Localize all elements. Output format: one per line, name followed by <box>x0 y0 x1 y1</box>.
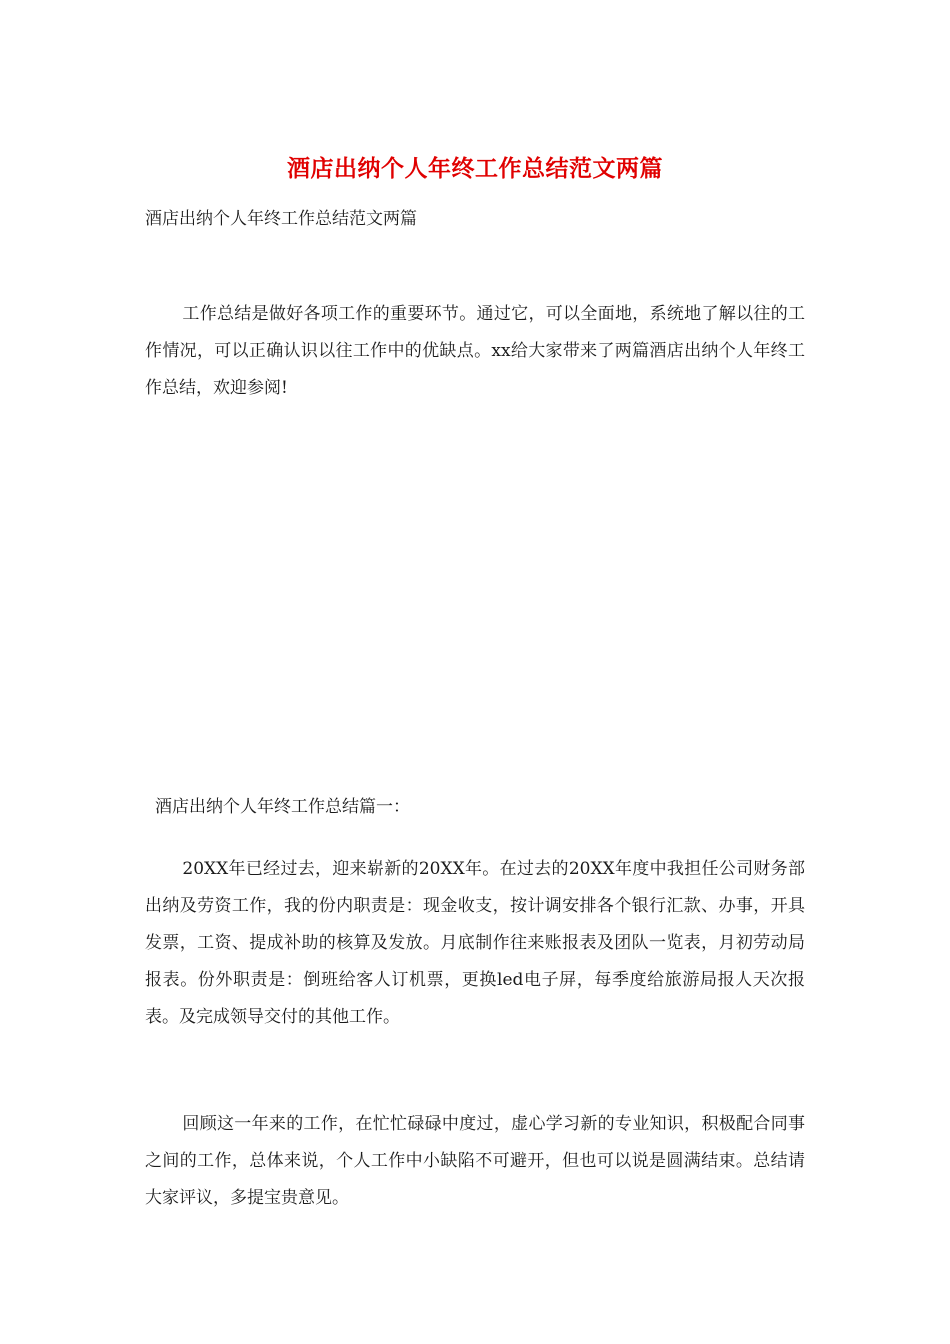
intro-paragraph: 工作总结是做好各项工作的重要环节。通过它，可以全面地，系统地了解以往的工作情况，可以正确认识以往工作中的优缺点。xx给大家带来了两篇酒店出纳个人年终工作总结，欢迎参阅! <box>145 304 805 398</box>
section-one-heading: 酒店出纳个人年终工作总结篇一： <box>155 797 410 817</box>
document-subtitle: 酒店出纳个人年终工作总结范文两篇 <box>145 209 417 229</box>
document-title: 酒店出纳个人年终工作总结范文两篇 <box>287 155 663 182</box>
section-one-paragraph-1: 20XX年已经过去，迎来崭新的20XX年。在过去的20XX年度中我担任公司财务部出纳及劳资工作，我的份内职责是：现金收支，按计调安排各个银行汇款、办事，开具发票，工资、提成补助的核算及发放。月底制作往来账报表及团队一览表，月初劳动局报表。份外职责是：倒班给客人订机票，更换led电子屏，每季度给旅游局报人天次报表。及完成领导交付的其他工作。 <box>145 859 805 1027</box>
section-one-paragraph-2: 回顾这一年来的工作，在忙忙碌碌中度过，虚心学习新的专业知识，积极配合同事之间的工作，总体来说，个人工作中小缺陷不可避开，但也可以说是圆满结束。总结请大家评议，多提宝贵意见。 <box>145 1114 805 1208</box>
